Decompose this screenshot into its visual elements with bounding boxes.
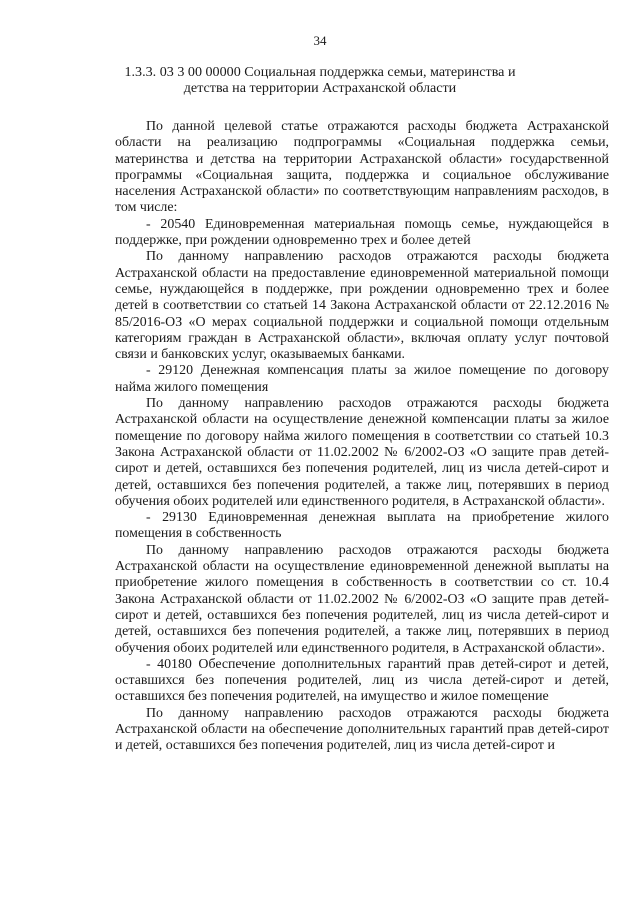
section-heading: 1.3.3. 03 3 00 00000 Социальная поддержка семьи, материнства и детства на территории Астраханской области bbox=[124, 64, 516, 96]
document-body bbox=[115, 119, 609, 755]
item-29130-description: По данному направлению расходов отражаются расходы бюджета Астраханской области на осуществление единовременной денежной выплаты на приобретение жилого помещения в собственность в соответствии со ст. 10.4 Закона Астраханской области от 11.02.2002 № 6/2002-ОЗ «О защите прав детей-сирот и детей, оставшихся без попечения родителей, лиц из числа детей-сирот и детей, оставшихся без попечения родителей, а также лиц, потерявших в период обучения обоих родителей или единственного родителя, в Астраханской области». bbox=[115, 542, 609, 656]
intro-paragraph: По данной целевой статье отражаются расходы бюджета Астраханской области на реализацию подпрограммы «Социальная поддержка семьи, материнства и детства на территории Астраханской области» государственной программы «Социальная защита, поддержка и социальное обслуживание населения Астраханской области» по соответствующим направлениям расходов, в том числе: bbox=[115, 119, 609, 216]
item-29120-description: По данному направлению расходов отражаются расходы бюджета Астраханской области на осуществление денежной компенсации платы за жилое помещение по договору найма жилого помещения в соответствии со статьей 10.3 Закона Астраханской области от 11.02.2002 № 6/2002-ОЗ «О защите прав детей-сирот и детей, оставшихся без попечения родителей, лиц из числа детей-сирот и детей, оставшихся без попечения родителей, а также лиц, потерявших в период обучения обоих родителей или единственного родителя, в Астраханской области». bbox=[115, 396, 609, 509]
item-20540-description: По данному направлению расходов отражаются расходы бюджета Астраханской области на предоставление единовременной материальной помощи семье, нуждающейся в поддержке, при рождении одновременно трех и более детей в соответствии со статьей 14 Закона Астраханской области от 22.12.2016 № 85/2016-ОЗ «О мерах социальной поддержки и социальной помощи отдельным категориям граждан в Астраханской области», включая оплату услуг почтовой связи и банковских услуг, оказываемых банками. bbox=[115, 249, 609, 363]
item-20540-title: - 20540 Единовременная материальная помощь семье, нуждающейся в поддержке, при рождении одновременно трех и более детей bbox=[115, 216, 609, 249]
page-number: 34 bbox=[313, 33, 327, 48]
item-29130-title: - 29130 Единовременная денежная выплата на приобретение жилого помещения в собственность bbox=[115, 510, 609, 542]
item-40180-description: По данному направлению расходов отражаются расходы бюджета Астраханской области на обеспечение дополнительных гарантий прав детей-сирот и детей, оставшихся без попечения родителей, лиц из числа детей-сирот и bbox=[115, 705, 609, 754]
item-29120-title: - 29120 Денежная компенсация платы за жилое помещение по договору найма жилого помещения bbox=[115, 363, 609, 395]
item-40180-title: - 40180 Обеспечение дополнительных гарантий прав детей-сирот и детей, оставшихся без попечения родителей, лиц из числа детей-сирот и детей, оставшихся без попечения родителей, на имущество и жилое помещение bbox=[115, 656, 609, 705]
